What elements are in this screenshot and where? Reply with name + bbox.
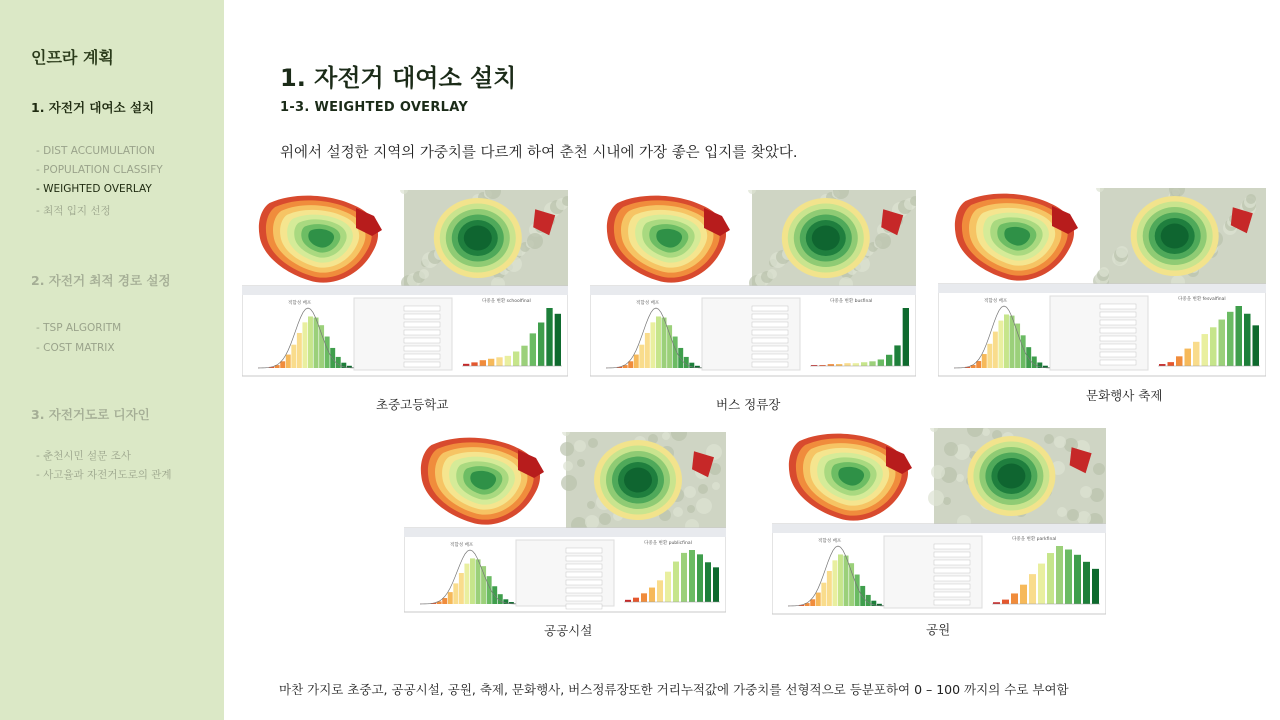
form-field [934,584,970,589]
sidebar-item-cost-matrix[interactable]: - COST MATRIX [36,342,115,354]
transform-bar [1210,327,1217,366]
transform-bar [496,357,502,366]
terrain-speck [928,490,944,506]
transform-bar [853,363,859,366]
panel-graphic [938,188,1266,380]
histogram-bar [982,354,987,368]
histogram-bar [1015,324,1020,368]
histogram-bar [1010,316,1015,368]
histogram-bar [810,599,815,606]
page-title: 1. 자전거 대여소 설치 [280,64,517,92]
histogram-title: 적합성 배포 [984,299,1008,304]
form-field [1100,320,1136,325]
dialog-toolbar [772,524,1106,533]
panel-graphic [772,428,1106,618]
histogram-bar [297,333,302,368]
transform-bar [555,314,561,366]
panel-festival [938,188,1266,380]
terrain-speck [662,432,670,440]
terrain-speck [1077,511,1091,525]
histogram-bar [1032,356,1037,368]
dialog-toolbar [242,286,568,295]
histogram-title: 적합성 배포 [818,539,842,544]
terrain-speck [574,440,586,452]
dialog-toolbar [590,286,916,295]
histogram-bar [838,554,843,606]
terrain-speck [1099,267,1109,277]
terrain-speck [1116,246,1128,258]
histogram-bar [987,344,992,368]
terrain-speck [527,233,543,249]
form-field [752,330,788,335]
histogram-bar [976,361,981,368]
main-content [224,0,1280,720]
terrain-speck [1044,434,1054,444]
form-field [752,362,788,367]
transform-bar [1236,306,1243,366]
histogram-bar [330,348,335,368]
histogram-bar [628,361,633,368]
transform-dialog [590,286,916,376]
form-field [566,548,602,553]
histogram-bar [492,586,497,604]
transform-bar [471,362,477,366]
transform-bar [1038,564,1045,604]
panel-public [404,432,726,616]
terrain-speck [1057,507,1067,517]
form-field [566,556,602,561]
transform-bar [1011,593,1018,604]
form-field [934,560,970,565]
suitability-map-right [928,428,1106,529]
form-field [752,314,788,319]
histogram-bar [319,325,324,368]
transform-bar [1185,349,1192,366]
transform-bar [1159,364,1166,366]
form-field [752,306,788,311]
transform-chart-title: 다중을 변환 busfinal [830,299,873,304]
form-field [752,322,788,327]
transform-chart-title: 다중을 변환 publicfinal [644,541,692,546]
form-field [404,362,440,367]
transform-bar [521,346,527,366]
transform-bar [886,355,892,366]
intro-text: 위에서 설정한 지역의 가중치를 다르게 하여 춘천 시내에 가장 좋은 입지를 찾았다. [280,145,798,161]
terrain-speck [956,474,964,482]
transform-bar [649,588,655,602]
histogram-bar [844,556,849,606]
dialog-toolbar [404,528,726,537]
suitability-map-left [955,194,1078,281]
sidebar-title: 인프라 계획 [31,48,114,67]
transform-bar [1056,546,1063,604]
form-field [1100,336,1136,341]
transform-bar [1219,320,1226,366]
terrain-speck [419,269,429,279]
transform-bar [463,364,469,366]
transform-chart-title: 다중을 변환 schoolfinal [482,299,531,304]
histogram-bar [464,564,469,604]
form-field [752,346,788,351]
transform-bar [861,362,867,366]
suitability-map-right [400,190,568,291]
histogram-bar [1004,314,1009,368]
form-field [404,354,440,359]
caption-bus: 버스 정류장 [716,397,781,412]
caption-park: 공원 [926,622,951,637]
suitability-map-right [1093,188,1266,289]
transform-bar [705,562,711,602]
suitability-map-left [789,434,912,521]
form-field [404,330,440,335]
terrain-speck [943,497,951,505]
transform-bar [828,364,834,366]
terrain-speck [1080,486,1092,498]
terrain-speck [698,484,708,494]
histogram-bar [336,357,341,368]
terrain-speck [599,513,611,525]
histogram-bar [286,355,291,368]
histogram-bar [291,345,296,368]
transform-bar [625,600,631,602]
transform-bar [1047,553,1054,604]
histogram-bar [678,348,683,368]
transform-bar [1065,550,1072,604]
histogram-bar [667,325,672,368]
suitability-map-left [259,196,382,283]
terrain-speck [1090,488,1104,502]
form-field [404,322,440,327]
sidebar-item-citizen-survey[interactable]: - 춘천시민 설문 조사 [36,450,131,462]
dialog-toolbar [938,284,1266,293]
form-field [1100,312,1136,317]
histogram-bar [816,593,821,606]
form-field [934,544,970,549]
sidebar-item-accident-relation[interactable]: - 사고율과 자전거도로의 관계 [36,469,172,481]
terrain-speck [1054,436,1066,448]
transform-bar [546,308,552,366]
transform-bar [673,562,679,602]
form-field [934,592,970,597]
transform-bar [1083,562,1090,604]
sidebar-item-optimal-location[interactable]: - 최적 입지 선정 [36,205,111,217]
form-field [752,354,788,359]
suitability-map-right [748,190,916,291]
form-field [566,572,602,577]
suitability-map-right [560,432,726,533]
panel-graphic [590,190,916,380]
sidebar-section-bike-road-design[interactable]: 3. 자전거도로 디자인 [31,407,150,422]
form-field [934,576,970,581]
histogram-title: 적합성 배포 [288,301,312,306]
terrain-speck [560,442,574,456]
transform-chart-title: 다중을 변환 fesvalfinal [1178,297,1226,302]
terrain-speck [588,438,598,448]
terrain-speck [696,498,712,514]
histogram-bar [453,583,458,604]
page-subtitle: 1-3. WEIGHTED OVERLAY [280,100,469,115]
terrain-speck [587,501,595,509]
transform-bar [1168,362,1175,366]
overlay-ring [812,226,840,251]
form-field [404,314,440,319]
histogram-bar [645,333,650,368]
caption-public: 공공시설 [544,623,593,638]
terrain-speck [712,482,720,490]
terrain-speck [982,428,990,436]
histogram-bar [314,318,319,368]
form-field [404,346,440,351]
histogram-bar [470,558,475,604]
histogram-bar [827,571,832,606]
histogram-bar [308,316,313,368]
transform-dialog [404,528,726,612]
histogram-bar [866,595,871,606]
terrain-speck [944,442,958,456]
terrain-speck [577,459,585,467]
terrain-speck [687,505,695,513]
transform-dialog [772,524,1106,614]
histogram-bar [662,318,667,368]
terrain-speck [875,233,891,249]
form-field [934,552,970,557]
transform-bar [844,363,850,366]
transform-bar [903,308,909,366]
transform-bar [1176,356,1183,366]
caption-school: 초중고등학교 [376,397,449,412]
transform-bar [665,572,671,602]
sidebar [0,0,224,720]
histogram-bar [998,321,1003,368]
form-field [404,306,440,311]
overlay-ring [997,464,1025,489]
sidebar-item-tsp-algorithm[interactable]: - TSP ALGORITM [36,322,122,334]
form-field [566,580,602,585]
form-field [752,338,788,343]
histogram-title: 적합성 배포 [450,543,474,548]
transform-bar [538,323,544,367]
transform-bar [1244,314,1251,366]
transform-bar [1074,555,1081,604]
form-field [1100,344,1136,349]
sidebar-section-bike-route[interactable]: 2. 자전거 최적 경로 설정 [31,273,171,288]
sidebar-item-dist-accumulation[interactable]: - DIST ACCUMULATION [36,145,155,157]
terrain-speck [673,507,683,517]
histogram-bar [481,566,486,604]
transform-bar [1002,600,1009,604]
terrain-speck [585,515,599,529]
transform-bar [993,602,1000,604]
histogram-bar [459,573,464,604]
histogram-bar [684,357,689,368]
transform-bar [869,361,875,366]
panel-graphic [404,432,726,616]
transform-bar [480,360,486,366]
terrain-speck [1067,509,1079,521]
form-field [1100,328,1136,333]
histogram-bar [280,361,285,368]
histogram-bar [639,345,644,368]
transform-bar [513,352,519,367]
terrain-speck [684,486,696,498]
form-field [566,596,602,601]
form-field [1100,352,1136,357]
terrain-speck [1093,463,1105,475]
transform-bar [1253,325,1260,366]
form-field [566,564,602,569]
histogram-bar [993,332,998,368]
panel-park [772,428,1106,618]
histogram-bar [821,583,826,606]
transform-bar [1227,312,1234,366]
transform-bar [689,550,695,602]
overlay-ring [464,226,492,251]
transform-chart-title: 다중을 변환 parkfinal [1012,537,1057,542]
transform-bar [641,593,647,602]
histogram-bar [442,598,447,604]
histogram-bar [656,316,661,368]
transform-bar [657,580,663,602]
form-field [1100,304,1136,309]
suitability-map-left [421,438,544,525]
form-field [934,568,970,573]
histogram-bar [860,586,865,606]
transform-bar [681,553,687,602]
panel-school [242,190,568,380]
panel-bus [590,190,916,380]
terrain-speck [561,475,577,491]
histogram-bar [832,560,837,606]
transform-bar [488,359,494,366]
transform-bar [633,598,639,602]
suitability-map-left [607,196,730,283]
transform-dialog [938,284,1266,376]
panel-graphic [242,190,568,380]
transform-bar [530,333,536,366]
terrain-speck [767,269,777,279]
sidebar-item-weighted-overlay[interactable]: - WEIGHTED OVERLAY [36,183,152,195]
transform-bar [836,364,842,366]
histogram-bar [302,322,307,368]
overlay-ring [1161,224,1189,249]
transform-bar [894,345,900,366]
transform-dialog [242,286,568,376]
form-field [934,600,970,605]
form-field [566,604,602,609]
caption-festival: 문화행사 축제 [1086,388,1163,403]
transform-bar [1202,334,1209,366]
histogram-bar [849,563,854,606]
form-field [1100,360,1136,365]
histogram-bar [448,592,453,604]
histogram-title: 적합성 배포 [636,301,660,306]
form-field [404,338,440,343]
transform-bar [1092,569,1099,604]
form-field [566,588,602,593]
terrain-speck [931,465,945,479]
footer-text: 마찬 가지로 초중고, 공공시설, 공원, 축제, 문화행사, 버스정류장또한 거리누적값에 가중치를 선형적으로 등분포하여 0 – 100 까지의 수로 부여함 [279,682,1069,697]
histogram-bar [650,322,655,368]
transform-bar [713,567,719,602]
histogram-bar [476,559,481,604]
transform-bar [1029,574,1036,604]
transform-bar [1193,342,1200,366]
transform-bar [697,554,703,602]
sidebar-section-bike-rental[interactable]: 1. 자전거 대여소 설치 [31,100,155,115]
transform-bar [1020,585,1027,604]
overlay-ring [624,468,652,493]
histogram-bar [634,355,639,368]
terrain-speck [1246,194,1256,204]
sidebar-item-population-classify[interactable]: - POPULATION CLASSIFY [36,164,163,176]
histogram-bar [1026,347,1031,368]
transform-bar [505,356,511,366]
transform-bar [878,359,884,366]
terrain-speck [563,461,573,471]
